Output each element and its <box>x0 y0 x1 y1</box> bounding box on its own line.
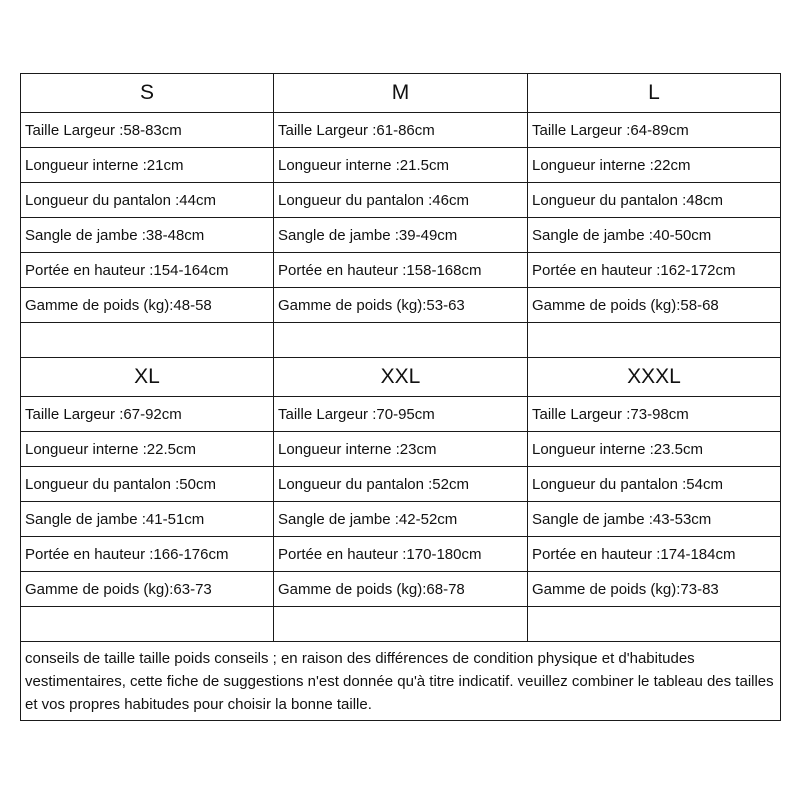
cell-xxxl-leg-strap: Sangle de jambe :43-53cm <box>528 502 781 537</box>
cell-xl-pants-length: Longueur du pantalon :50cm <box>21 467 274 502</box>
cell-xxxl-inseam: Longueur interne :23.5cm <box>528 432 781 467</box>
cell-m-leg-strap: Sangle de jambe :39-49cm <box>274 218 528 253</box>
size-label-s: S <box>21 74 274 113</box>
cell-xl-inseam: Longueur interne :22.5cm <box>21 432 274 467</box>
cell-xl-height-range: Portée en hauteur :166-176cm <box>21 537 274 572</box>
table-row-weight-range <box>21 572 781 607</box>
cell-s-height-range: Portée en hauteur :154-164cm <box>21 253 274 288</box>
table-row-pants-length <box>21 183 781 218</box>
spacer-row <box>21 607 781 642</box>
size-advice-note: conseils de taille taille poids conseils ; en raison des différences de condition physique et d'habitudes vestimentaires, cette fiche de suggestions n'est donnée qu'à titre indicatif. veuillez combiner le tableau des tailles et vos propres habitudes pour choisir la bonne taille. <box>21 642 781 721</box>
cell-m-weight-range: Gamme de poids (kg):53-63 <box>274 288 528 323</box>
size-chart-table <box>20 73 781 721</box>
cell-xl-leg-strap: Sangle de jambe :41-51cm <box>21 502 274 537</box>
cell-l-waist: Taille Largeur :64-89cm <box>528 113 781 148</box>
table-row-weight-range <box>21 288 781 323</box>
size-header-row <box>21 74 781 113</box>
cell-m-waist: Taille Largeur :61-86cm <box>274 113 528 148</box>
cell-xxl-inseam: Longueur interne :23cm <box>274 432 528 467</box>
empty-cell <box>21 607 274 642</box>
table-row-leg-strap <box>21 218 781 253</box>
table-row-height-range <box>21 253 781 288</box>
cell-xxxl-waist: Taille Largeur :73-98cm <box>528 397 781 432</box>
size-header-row <box>21 358 781 397</box>
cell-xxl-weight-range: Gamme de poids (kg):68-78 <box>274 572 528 607</box>
empty-cell <box>528 607 781 642</box>
cell-s-inseam: Longueur interne :21cm <box>21 148 274 183</box>
cell-l-leg-strap: Sangle de jambe :40-50cm <box>528 218 781 253</box>
cell-xxxl-pants-length: Longueur du pantalon :54cm <box>528 467 781 502</box>
size-label-xxl: XXL <box>274 358 528 397</box>
cell-l-weight-range: Gamme de poids (kg):58-68 <box>528 288 781 323</box>
cell-m-pants-length: Longueur du pantalon :46cm <box>274 183 528 218</box>
table-row-inseam <box>21 432 781 467</box>
cell-l-pants-length: Longueur du pantalon :48cm <box>528 183 781 218</box>
table-row-leg-strap <box>21 502 781 537</box>
cell-s-waist: Taille Largeur :58-83cm <box>21 113 274 148</box>
empty-cell <box>528 323 781 358</box>
size-label-xxxl: XXXL <box>528 358 781 397</box>
cell-l-inseam: Longueur interne :22cm <box>528 148 781 183</box>
cell-xl-waist: Taille Largeur :67-92cm <box>21 397 274 432</box>
cell-xxxl-height-range: Portée en hauteur :174-184cm <box>528 537 781 572</box>
size-label-l: L <box>528 74 781 113</box>
cell-xxl-waist: Taille Largeur :70-95cm <box>274 397 528 432</box>
cell-s-pants-length: Longueur du pantalon :44cm <box>21 183 274 218</box>
size-label-xl: XL <box>21 358 274 397</box>
empty-cell <box>21 323 274 358</box>
table-row-pants-length <box>21 467 781 502</box>
cell-m-height-range: Portée en hauteur :158-168cm <box>274 253 528 288</box>
notes-row <box>21 642 781 721</box>
table-row-waist <box>21 113 781 148</box>
table-row-height-range <box>21 537 781 572</box>
table-row-waist <box>21 397 781 432</box>
table-row-inseam <box>21 148 781 183</box>
spacer-row <box>21 323 781 358</box>
cell-xxl-pants-length: Longueur du pantalon :52cm <box>274 467 528 502</box>
cell-xxxl-weight-range: Gamme de poids (kg):73-83 <box>528 572 781 607</box>
cell-xxl-leg-strap: Sangle de jambe :42-52cm <box>274 502 528 537</box>
cell-xxl-height-range: Portée en hauteur :170-180cm <box>274 537 528 572</box>
cell-xl-weight-range: Gamme de poids (kg):63-73 <box>21 572 274 607</box>
cell-l-height-range: Portée en hauteur :162-172cm <box>528 253 781 288</box>
empty-cell <box>274 607 528 642</box>
size-label-m: M <box>274 74 528 113</box>
cell-m-inseam: Longueur interne :21.5cm <box>274 148 528 183</box>
cell-s-weight-range: Gamme de poids (kg):48-58 <box>21 288 274 323</box>
empty-cell <box>274 323 528 358</box>
cell-s-leg-strap: Sangle de jambe :38-48cm <box>21 218 274 253</box>
